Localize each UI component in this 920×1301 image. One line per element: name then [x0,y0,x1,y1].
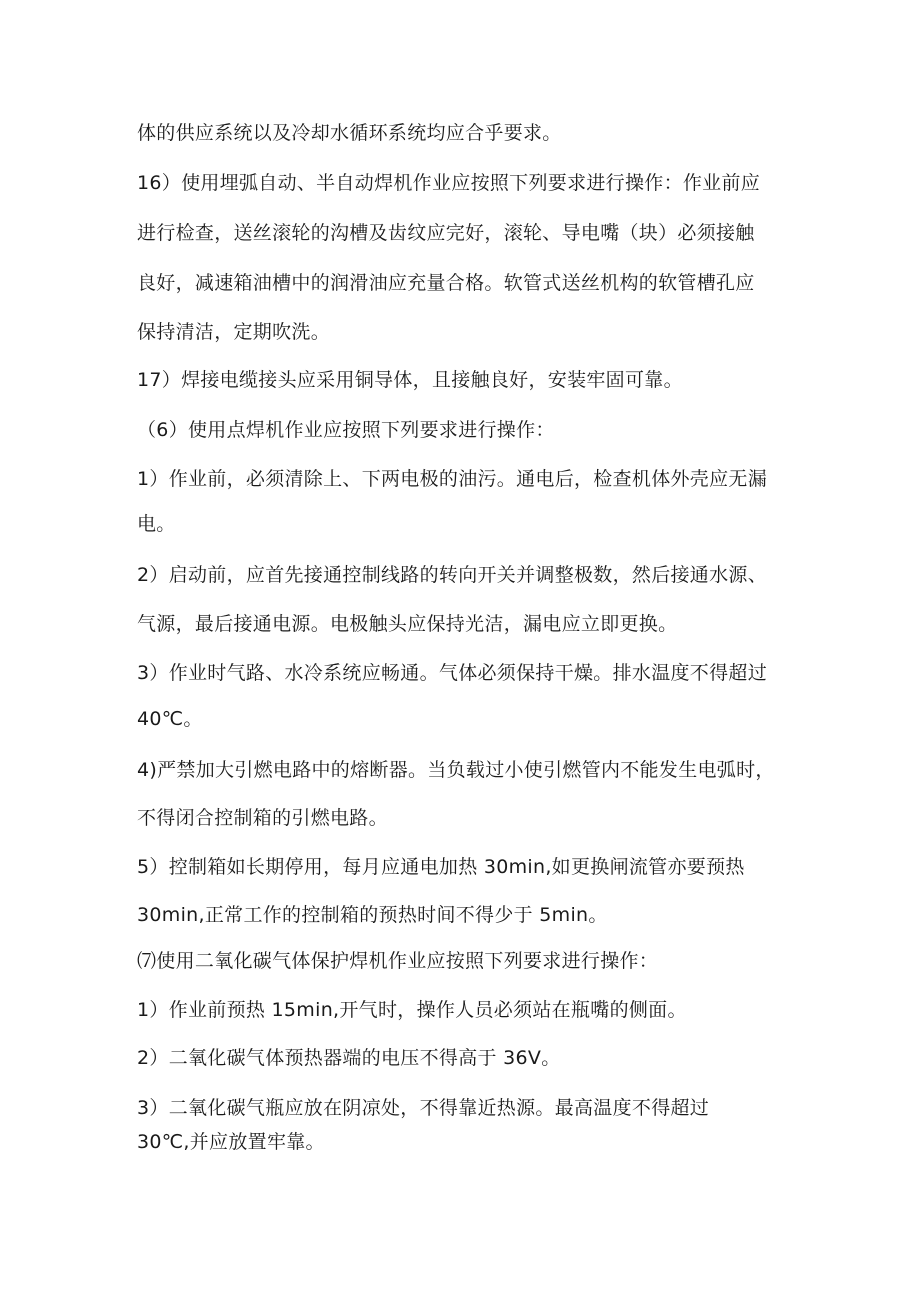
text-line: 40℃。 [137,708,203,730]
text-line: （6）使用点焊机作业应按照下列要求进行操作： [137,419,555,441]
text-line: ⑺使用二氧化碳气体保护焊机作业应按照下列要求进行操作： [137,950,659,972]
text-line: 3）作业时气路、水冷系统应畅通。气体必须保持干燥。排水温度不得超过 [137,662,767,684]
text-line: 进行检查，送丝滚轮的沟槽及齿纹应完好，滚轮、导电嘴（块）必须接触 [137,222,755,244]
text-line: 3）二氧化碳气瓶应放在阴凉处，不得靠近热源。最高温度不得超过 [137,1097,710,1119]
text-line: 1）作业前，必须清除上、下两电极的油污。通电后，检查机体外壳应无漏 [137,468,767,490]
text-line: 良好，减速箱油槽中的润滑油应充量合格。软管式送丝机构的软管槽孔应 [137,272,755,294]
text-line: 不得闭合控制箱的引燃电路。 [137,807,388,829]
text-line: 体的供应系统以及冷却水循环系统均应合乎要求。 [137,122,562,144]
text-line: 2）启动前，应首先接通控制线路的转向开关并调整极数，然后接通水源、 [137,564,767,586]
text-line: 5）控制箱如长期停用，每月应通电加热 30min,如更换闸流管亦要预热 [137,856,745,878]
text-line: 30℃,并应放置牢靠。 [137,1131,325,1153]
text-line: 4)严禁加大引燃电路中的熔断器。当负载过小使引燃管内不能发生电弧时， [137,759,775,781]
text-line: 16）使用埋弧自动、半自动焊机作业应按照下列要求进行操作：作业前应 [137,172,761,194]
text-line: 气源，最后接通电源。电极触头应保持光洁，漏电应立即更换。 [137,613,678,635]
text-line: 2）二氧化碳气体预热器端的电压不得高于 36V。 [137,1047,561,1069]
text-line: 电。 [137,513,176,535]
text-line: 1）作业前预热 15min,开气时，操作人员必须站在瓶嘴的侧面。 [137,999,687,1021]
text-line: 30min,正常工作的控制箱的预热时间不得少于 5min。 [137,904,608,926]
text-line: 17）焊接电缆接头应采用铜导体，且接触良好，安装牢固可靠。 [137,369,683,391]
text-line: 保持清洁，定期吹洗。 [137,321,331,343]
